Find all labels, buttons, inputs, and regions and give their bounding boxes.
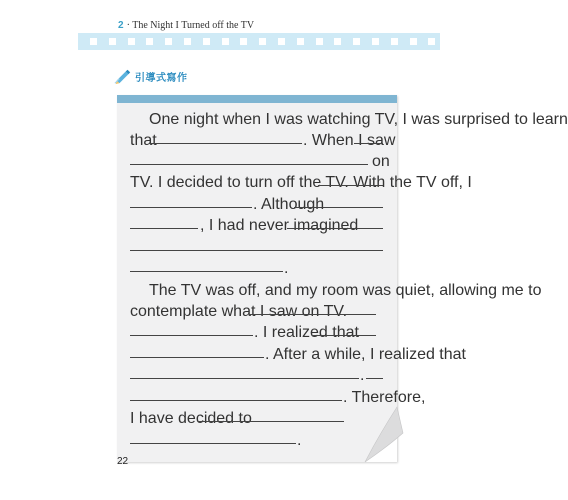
answer-blank[interactable] (130, 271, 283, 272)
band-square (240, 38, 247, 45)
band-square (165, 38, 172, 45)
line-text: . When I saw (303, 132, 396, 149)
worksheet-line-4 (130, 174, 472, 191)
answer-blank[interactable] (130, 250, 383, 251)
line-text: that (130, 132, 157, 149)
band-square (391, 38, 398, 45)
worksheet-line-5 (253, 196, 325, 213)
line-text: I have decided to (130, 410, 252, 427)
band-square (203, 38, 210, 45)
line-text: TV. I decided to turn off the TV. With the TV off, I (130, 174, 472, 191)
line-text: . (297, 432, 302, 449)
chapter-separator: · (126, 20, 133, 31)
answer-blank[interactable] (313, 335, 376, 336)
worksheet-line-9 (149, 282, 542, 299)
line-text: The TV was off, and my room was quiet, allowing me to (149, 282, 542, 299)
band-square (334, 38, 341, 45)
worksheet-line-16 (297, 432, 302, 449)
answer-blank[interactable] (130, 164, 368, 165)
answer-blank[interactable] (130, 357, 264, 358)
answer-blank[interactable] (149, 143, 302, 144)
worksheet-line-14 (343, 389, 426, 406)
section-badge (114, 66, 188, 86)
line-text: One night when I was watching TV, I was surprised to learn (149, 111, 568, 128)
decorative-band (78, 33, 440, 50)
line-text: . (360, 367, 365, 384)
band-square (410, 38, 417, 45)
band-square (316, 38, 323, 45)
worksheet-line-1 (149, 111, 568, 128)
worksheet-line-10 (130, 303, 348, 320)
worksheet-line-15 (130, 410, 252, 427)
answer-blank[interactable] (366, 378, 383, 379)
pencil-icon (114, 67, 132, 85)
band-square (297, 38, 304, 45)
band-square (428, 38, 435, 45)
line-text: , I had never imagined (200, 217, 359, 234)
band-square (128, 38, 135, 45)
band-square (90, 38, 97, 45)
worksheet-line-3 (372, 153, 390, 170)
band-square (222, 38, 229, 45)
worksheet-line-2b (303, 132, 396, 149)
chapter-title: The Night I Turned off the TV (132, 20, 255, 31)
answer-blank[interactable] (130, 443, 296, 444)
band-square (259, 38, 266, 45)
band-square (146, 38, 153, 45)
worksheet-line-12 (265, 346, 466, 363)
band-square (278, 38, 285, 45)
answer-blank[interactable] (130, 378, 359, 379)
answer-blank[interactable] (354, 143, 383, 144)
chapter-heading (118, 20, 254, 31)
band-square (184, 38, 191, 45)
line-text: . Although (253, 196, 325, 213)
line-text: . Therefore, (343, 389, 426, 406)
answer-blank[interactable] (130, 207, 252, 208)
worksheet-line-2 (130, 132, 157, 149)
answer-blank[interactable] (130, 400, 342, 401)
worksheet-line-8 (284, 260, 289, 277)
answer-blank[interactable] (198, 421, 344, 422)
band-square (372, 38, 379, 45)
line-text: . After a while, I realized that (265, 346, 466, 363)
section-label: 引導式寫作 (135, 72, 188, 84)
answer-blank[interactable] (250, 314, 376, 315)
line-text: on (372, 153, 390, 170)
worksheet-line-11 (254, 324, 359, 341)
worksheet-paper (117, 95, 397, 462)
band-square (353, 38, 360, 45)
worksheet-line-13 (360, 367, 365, 384)
page-number: 22 (117, 456, 129, 467)
answer-blank[interactable] (130, 335, 253, 336)
chapter-number: 2 (118, 20, 124, 31)
answer-blank[interactable] (294, 207, 383, 208)
line-text: contemplate what I saw on TV. (130, 303, 348, 320)
worksheet-line-6 (200, 217, 359, 234)
answer-blank[interactable] (318, 185, 383, 186)
line-text: . I realized that (254, 324, 359, 341)
band-square (109, 38, 116, 45)
line-text: . (284, 260, 289, 277)
answer-blank[interactable] (130, 228, 198, 229)
answer-blank[interactable] (287, 228, 383, 229)
